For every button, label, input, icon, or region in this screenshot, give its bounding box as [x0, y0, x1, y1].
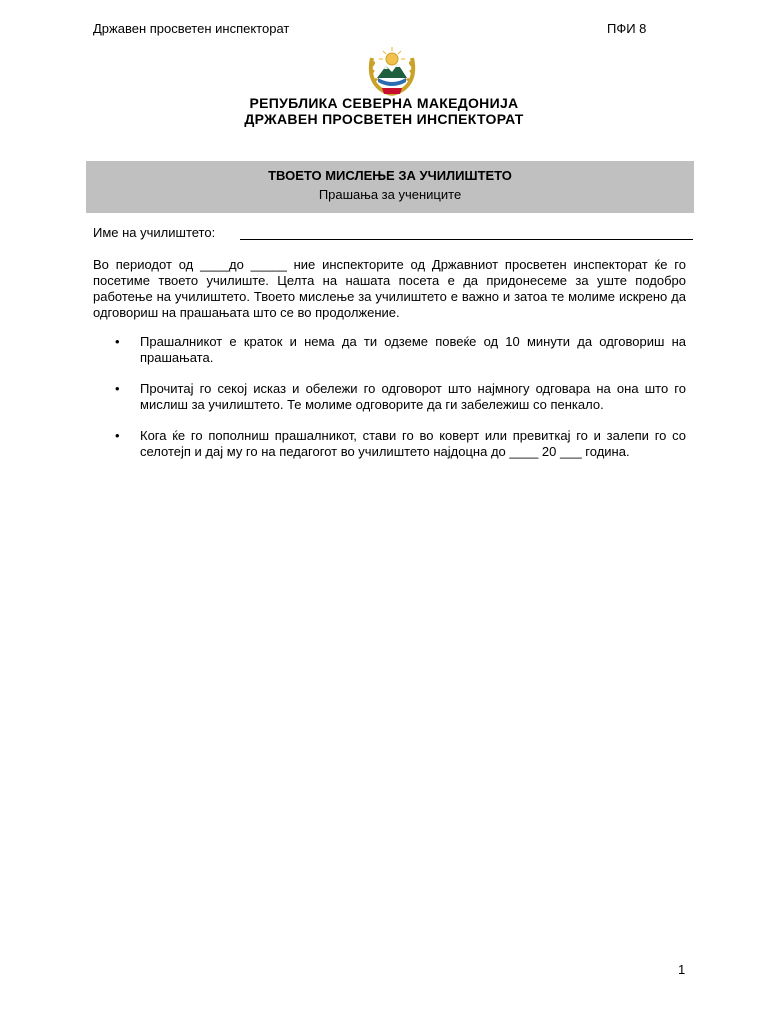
form-title: ТВОЕТО МИСЛЕЊЕ ЗА УЧИЛИШТЕТО	[268, 168, 512, 183]
list-item	[93, 381, 686, 413]
instruction-text: Кога ќе го пополниш прашалникот, стави го во коверт или превиткај го и залепи го со селотејп и дај му го на педагогот во училиштето најдоцна до ____ 20 ___ година.	[140, 428, 686, 459]
form-banner	[86, 161, 694, 213]
page-number: 1	[678, 962, 686, 977]
republic-name: РЕПУБЛИКА СЕВЕРНА МАКЕДОНИЈА	[249, 95, 519, 111]
bullet-icon: •	[115, 334, 120, 349]
school-name-label: Име на училиштето:	[93, 225, 216, 240]
list-item	[93, 428, 686, 460]
bullet-icon: •	[115, 381, 120, 396]
header-organization: Државен просветен инспекторат	[93, 21, 290, 36]
school-name-field[interactable]	[240, 239, 693, 240]
header-form-code: ПФИ 8	[607, 21, 647, 36]
list-item	[93, 334, 686, 366]
bullet-icon: •	[115, 428, 120, 443]
coat-of-arms-icon	[364, 42, 420, 98]
inspectorate-name: ДРЖАВЕН ПРОСВЕТЕН ИНСПЕКТОРАТ	[244, 111, 524, 127]
instruction-text: Прочитај го секој исказ и обележи го одговорот што најмногу одговара на она што го мислиш за училиштето. Те молиме одговорите да ги забележиш со пенкало.	[140, 381, 686, 412]
form-subtitle: Прашања за учениците	[318, 187, 462, 202]
instruction-text: Прашалникот е краток и нема да ти одземе повеќе од 10 минути да одговориш на прашањата.	[140, 334, 686, 365]
intro-paragraph: Во периодот од ____до _____ ние инспекторите од Државниот просветен инспекторат ќе го посетиме твоето училиште. Целта на нашата посета е да придонесеме за уште подобро работење на училиштето. Твоето мислење за училиштето е важно и затоа те молиме искрено да одговориш на прашањата што се во продолжение.	[93, 257, 686, 320]
instructions-list	[93, 334, 686, 475]
